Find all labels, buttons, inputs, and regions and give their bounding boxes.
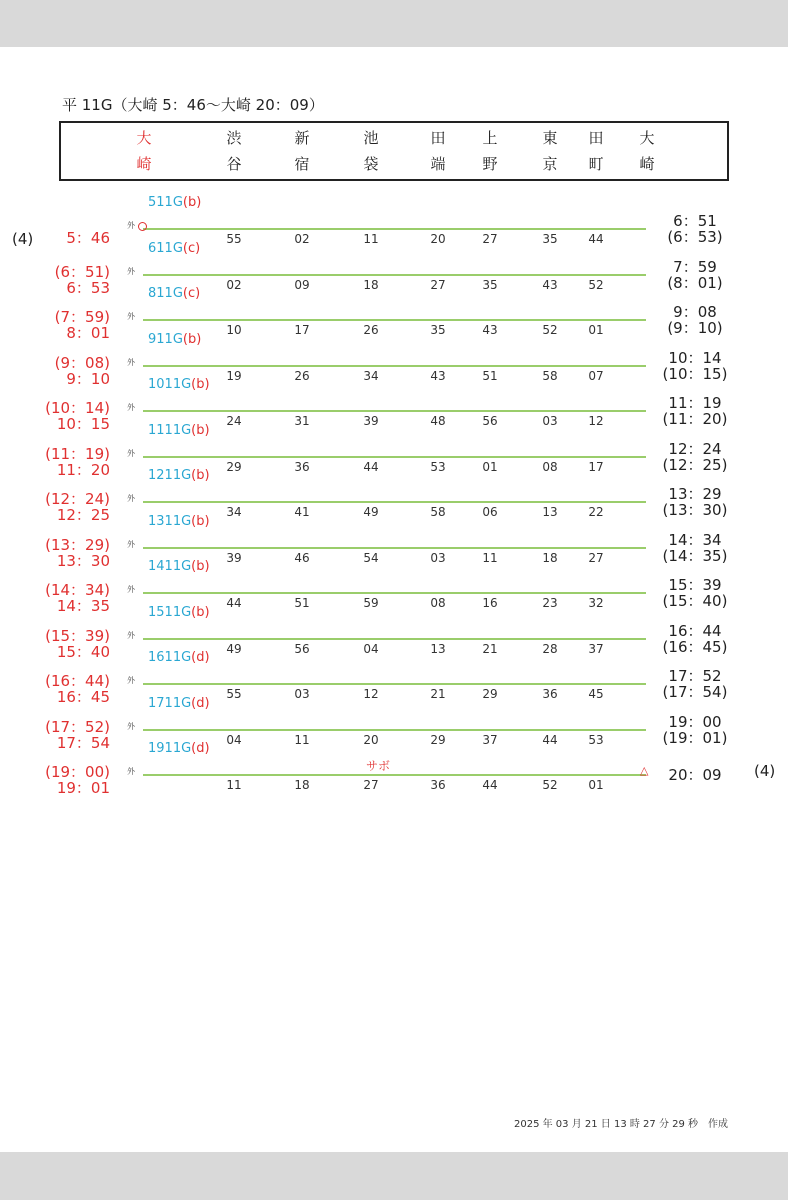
train-id: 1911G [148, 741, 192, 756]
station-minute: 03 [294, 687, 310, 701]
station-8 [635, 128, 659, 180]
train-number [148, 377, 210, 392]
station-minute: 02 [226, 277, 242, 292]
route-line [143, 319, 646, 321]
station-minute: 32 [588, 596, 604, 610]
station-minute: 02 [294, 232, 310, 246]
train-number [148, 286, 200, 301]
arrival-time: 12：24 [668, 439, 722, 458]
train-id: 1511G [148, 604, 192, 620]
outer-loop-label: 外 [127, 539, 135, 549]
bottom-gray-bar [0, 1152, 788, 1200]
train-number [148, 332, 201, 347]
arrival-time: 6：51 [673, 212, 717, 230]
arrival-time: 15：39 [668, 576, 722, 594]
arrival-time: 20：09 [668, 766, 722, 784]
station-minute: 21 [430, 687, 446, 701]
route-line [143, 547, 646, 549]
station-minute: 18 [294, 778, 310, 792]
station-6 [538, 128, 562, 180]
station-minute: 31 [294, 414, 310, 428]
station-minute: 29 [226, 459, 242, 474]
station-char-top: 大 [136, 129, 152, 147]
arrival-time-next: (14：35) [662, 546, 728, 565]
arrival-time: 13：29 [668, 485, 722, 503]
arrival-time-next: (12：25) [662, 455, 728, 474]
train-id: 1311G [148, 513, 192, 529]
station-char-bottom: 宿 [294, 155, 310, 173]
train-suffix: (c) [182, 286, 201, 301]
station-minute: 03 [542, 414, 558, 428]
station-char-bottom: 谷 [226, 155, 242, 173]
station-minute: 27 [430, 277, 446, 292]
created-timestamp: 2025 年 03 月 21 日 13 時 27 分 29 秒 作成 [514, 1119, 729, 1130]
station-minute: 12 [363, 687, 379, 701]
station-minute: 53 [430, 459, 446, 474]
station-minute: 04 [363, 641, 379, 656]
station-minute: 39 [226, 550, 242, 565]
train-number [148, 195, 201, 210]
station-char-top: 田 [430, 129, 446, 147]
arrival-time: 14：34 [668, 530, 722, 549]
station-char-bottom: 端 [430, 155, 446, 173]
outer-loop-label: 外 [127, 676, 135, 685]
departure-time-prev: (11：19) [45, 444, 110, 463]
station-2 [290, 128, 314, 180]
departure-time-prev: (12：24) [45, 490, 110, 508]
station-char-bottom: 町 [588, 155, 604, 173]
station-minute: 58 [542, 368, 558, 383]
departure-time-prev: (19：00) [45, 763, 110, 781]
station-char-top: 上 [482, 129, 498, 147]
station-char-top: 田 [588, 129, 604, 147]
departure-time: 15：40 [56, 642, 110, 661]
arrival-time: 9：08 [673, 303, 717, 321]
station-minute: 44 [588, 232, 604, 246]
station-minute: 19 [226, 368, 242, 383]
station-minute: 51 [294, 596, 310, 610]
station-minute: 12 [588, 414, 604, 428]
station-char-top: 渋 [226, 129, 242, 147]
departure-time-prev: (16：44) [45, 672, 110, 690]
station-char-top: 新 [294, 129, 310, 147]
station-5 [478, 128, 502, 180]
end-triangle-icon: △ [640, 764, 649, 777]
station-minute: 52 [588, 277, 604, 292]
station-minute: 13 [430, 641, 446, 656]
arrival-time-next: (17：54) [662, 683, 728, 701]
station-minute: 39 [363, 414, 379, 428]
arrival-time-next: (10：15) [662, 364, 728, 383]
train-suffix: (b) [191, 468, 210, 483]
page-title: 平 11G（大崎 5：46〜大崎 20：09） [62, 96, 324, 114]
departure-time: 10：15 [56, 415, 110, 433]
train-number [148, 696, 210, 711]
station-minute: 44 [542, 732, 558, 747]
arrival-time-next: (13：30) [662, 501, 728, 519]
train-suffix: (d) [191, 741, 210, 756]
departure-time: 11：20 [56, 460, 110, 479]
arrival-time-next: (19：01) [662, 728, 728, 747]
sabo-label: サボ [366, 759, 391, 773]
station-minute: 55 [226, 687, 242, 701]
train-id: 1111G [148, 422, 192, 438]
station-minute: 11 [226, 778, 242, 792]
route-line [143, 638, 646, 640]
station-minute: 18 [542, 550, 558, 565]
station-minute: 48 [430, 414, 446, 428]
outer-loop-label: 外 [127, 494, 135, 503]
station-minute: 21 [482, 641, 498, 656]
arrival-time-next: (11：20) [662, 410, 728, 428]
station-0 [132, 128, 156, 180]
outer-loop-label: 外 [127, 630, 135, 640]
train-suffix: (b) [182, 331, 202, 347]
station-minute: 46 [294, 550, 310, 565]
departure-time-prev: (6：51) [54, 262, 110, 281]
station-minute: 36 [542, 687, 558, 701]
departure-time-prev: (7：59) [54, 308, 110, 326]
station-minute: 49 [363, 505, 379, 519]
start-circle-icon [138, 222, 147, 231]
station-minute: 49 [226, 641, 242, 656]
train-id: 911G [148, 331, 183, 347]
train-suffix: (b) [191, 377, 210, 392]
arrival-time: 7：59 [673, 257, 717, 276]
station-minute: 06 [482, 505, 498, 519]
station-minute: 09 [294, 277, 310, 292]
station-minute: 41 [294, 505, 310, 519]
route-line [143, 592, 646, 594]
station-1 [222, 128, 246, 180]
train-number [148, 559, 210, 574]
station-minute: 26 [363, 323, 379, 337]
station-minute: 26 [294, 368, 310, 383]
departure-time: 12：25 [56, 506, 110, 524]
route-line [143, 501, 646, 503]
train-suffix: (b) [191, 422, 210, 438]
station-char-top: 大 [639, 129, 655, 147]
station-minute: 27 [588, 550, 604, 565]
station-minute: 37 [482, 732, 498, 747]
station-minute: 17 [588, 459, 604, 474]
station-7 [584, 128, 608, 180]
train-suffix: (d) [191, 650, 210, 665]
train-suffix: (b) [182, 195, 202, 210]
station-minute: 37 [588, 641, 604, 656]
departure-time-prev: (17：52) [45, 717, 110, 736]
station-minute: 18 [363, 277, 379, 292]
arrival-time-next: (9：10) [667, 319, 723, 337]
outer-loop-label: 外 [127, 767, 135, 776]
station-minute: 44 [363, 459, 379, 474]
route-line [143, 456, 646, 458]
arrival-time: 10：14 [668, 348, 722, 367]
departure-time: 14：35 [56, 597, 110, 615]
station-minute: 24 [226, 414, 242, 428]
station-minute: 07 [588, 368, 604, 383]
station-minute: 20 [363, 732, 379, 747]
route-line [143, 729, 646, 731]
station-minute: 52 [542, 778, 558, 792]
station-minute: 45 [588, 687, 604, 701]
station-minute: 01 [588, 323, 604, 337]
station-minute: 27 [482, 232, 498, 246]
departure-time: 5：46 [66, 229, 110, 247]
station-minute: 54 [363, 550, 379, 565]
station-minute: 11 [482, 550, 498, 565]
train-suffix: (d) [191, 695, 210, 711]
train-number [148, 650, 210, 665]
station-minute: 29 [430, 732, 446, 747]
station-minute: 01 [482, 459, 498, 474]
train-id: 1611G [148, 650, 192, 665]
station-char-bottom: 袋 [363, 155, 379, 173]
train-number [148, 468, 210, 483]
station-minute: 35 [482, 277, 498, 292]
station-char-top: 池 [363, 129, 379, 147]
train-suffix: (b) [191, 559, 210, 574]
station-char-bottom: 京 [542, 155, 558, 173]
train-suffix: (b) [191, 604, 210, 620]
train-number [148, 741, 210, 756]
departure-time: 16：45 [56, 688, 110, 706]
station-minute: 01 [588, 778, 604, 792]
station-minute: 34 [226, 505, 242, 519]
outer-loop-label: 外 [127, 448, 135, 458]
station-minute: 56 [482, 414, 498, 428]
left-marker: (4) [12, 230, 34, 248]
train-id: 1011G [148, 377, 192, 392]
station-minute: 35 [430, 323, 446, 337]
train-suffix: (b) [191, 513, 210, 529]
departure-time: 13：30 [56, 551, 110, 570]
train-number [148, 605, 210, 620]
route-line [143, 683, 646, 685]
station-minute: 58 [430, 505, 446, 519]
train-id: 811G [148, 286, 183, 301]
outer-loop-label: 外 [127, 312, 135, 321]
departure-time-prev: (9：08) [54, 353, 110, 372]
station-minute: 43 [430, 368, 446, 383]
station-minute: 03 [430, 550, 446, 565]
train-id: 611G [148, 240, 183, 256]
train-id: 1411G [148, 559, 192, 574]
arrival-time-next: (15：40) [662, 592, 728, 610]
route-line [143, 774, 646, 776]
arrival-time: 11：19 [668, 394, 722, 412]
departure-time: 9：10 [66, 369, 110, 388]
station-minute: 59 [363, 596, 379, 610]
departure-time-prev: (10：14) [45, 399, 110, 417]
outer-loop-label: 外 [127, 357, 135, 367]
station-minute: 11 [363, 232, 379, 246]
arrival-time: 17：52 [668, 667, 722, 685]
station-char-top: 東 [542, 129, 558, 147]
route-line [143, 274, 646, 276]
station-minute: 52 [542, 323, 558, 337]
train-suffix: (c) [182, 240, 201, 256]
station-minute: 44 [482, 778, 498, 792]
outer-loop-label: 外 [127, 721, 135, 731]
station-minute: 36 [294, 459, 310, 474]
station-minute: 36 [430, 778, 446, 792]
departure-time: 6：53 [66, 278, 110, 297]
route-line [143, 410, 646, 412]
train-number [148, 241, 200, 256]
station-minute: 08 [430, 596, 446, 610]
departure-time-prev: (14：34) [45, 581, 110, 599]
station-minute: 23 [542, 596, 558, 610]
station-char-bottom: 野 [482, 155, 498, 173]
station-minute: 20 [430, 232, 446, 246]
outer-loop-label: 外 [127, 403, 135, 412]
departure-time: 17：54 [56, 733, 110, 752]
arrival-time-next: (16：45) [662, 637, 728, 656]
station-minute: 44 [226, 596, 242, 610]
train-number [148, 514, 210, 529]
arrival-time-next: (8：01) [667, 273, 723, 292]
station-minute: 17 [294, 323, 310, 337]
train-number [148, 423, 210, 438]
departure-time-prev: (13：29) [45, 535, 110, 554]
station-minute: 43 [542, 277, 558, 292]
station-minute: 04 [226, 732, 242, 747]
station-3 [359, 128, 383, 180]
departure-time: 19：01 [56, 779, 110, 797]
station-minute: 28 [542, 641, 558, 656]
top-gray-bar [0, 0, 788, 47]
outer-loop-label: 外 [127, 221, 135, 230]
train-id: 1711G [148, 695, 192, 711]
outer-loop-label: 外 [127, 585, 135, 594]
station-minute: 43 [482, 323, 498, 337]
departure-time: 8：01 [66, 324, 110, 342]
station-minute: 16 [482, 596, 498, 610]
station-minute: 34 [363, 368, 379, 383]
station-minute: 53 [588, 732, 604, 747]
station-minute: 08 [542, 459, 558, 474]
station-minute: 51 [482, 368, 498, 383]
departure-time-prev: (15：39) [45, 626, 110, 645]
outer-loop-label: 外 [127, 266, 135, 276]
station-minute: 11 [294, 732, 310, 747]
route-line [143, 365, 646, 367]
station-char-bottom: 崎 [639, 155, 655, 173]
station-minute: 55 [226, 232, 242, 246]
station-minute: 22 [588, 505, 604, 519]
arrival-time-next: (6：53) [667, 228, 723, 246]
station-minute: 29 [482, 687, 498, 701]
train-id: 1211G [148, 468, 192, 483]
station-minute: 27 [363, 778, 379, 792]
station-minute: 10 [226, 323, 242, 337]
station-char-bottom: 崎 [136, 155, 152, 173]
station-minute: 35 [542, 232, 558, 246]
station-4 [426, 128, 450, 180]
arrival-time: 19：00 [668, 712, 722, 731]
arrival-time: 16：44 [668, 621, 722, 640]
train-id: 511G [148, 195, 183, 210]
station-minute: 13 [542, 505, 558, 519]
route-line [143, 228, 646, 230]
station-header-box [59, 121, 729, 181]
right-marker: (4) [754, 762, 776, 780]
station-minute: 56 [294, 641, 310, 656]
